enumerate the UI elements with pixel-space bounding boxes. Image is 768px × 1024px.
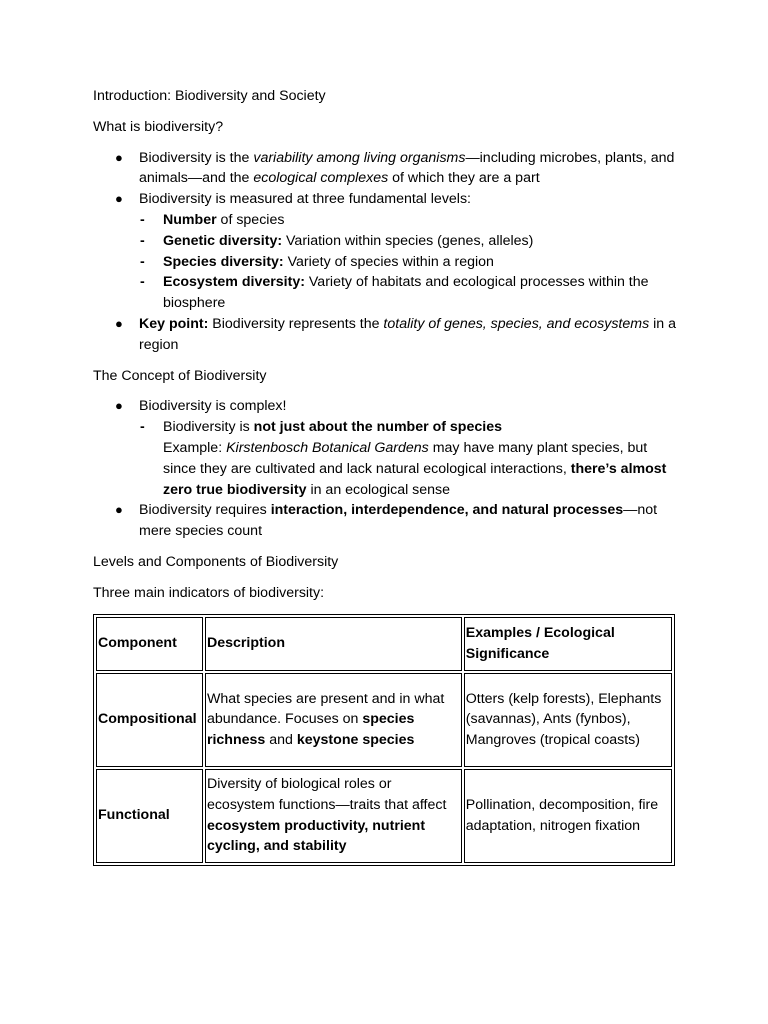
dash-icon: - bbox=[140, 419, 145, 436]
table-cell: What species are present and in what abundance. Focuses on species richness and keystone species bbox=[205, 673, 462, 767]
bullet-icon: ● bbox=[115, 191, 123, 207]
components-table bbox=[93, 614, 675, 866]
concept-bullet-list bbox=[93, 396, 683, 542]
table-row bbox=[96, 769, 672, 863]
table-cell: Compositional bbox=[96, 673, 203, 767]
bullet-icon: ● bbox=[115, 502, 123, 518]
levels-intro: Three main indicators of biodiversity: bbox=[93, 584, 325, 601]
table-cell: Diversity of biological roles or ecosystem functions—traits that affect ecosystem productivity, nutrient cycling, and stability bbox=[205, 769, 462, 863]
bullet-icon: ● bbox=[115, 398, 123, 414]
table-header-cell: Examples / Ecological Significance bbox=[464, 617, 672, 671]
dash-icon: - bbox=[140, 274, 145, 291]
bullet-icon: ● bbox=[115, 315, 123, 331]
list-item: ● Biodiversity is the variability among living organisms—including microbes, plants, and animals—and the ecological complexes of which they are a part bbox=[115, 149, 675, 187]
list-item: - Genetic diversity: Variation within species (genes, alleles) bbox=[139, 231, 683, 252]
table-cell: Otters (kelp forests), Elephants (savannas), Ants (fynbos), Mangroves (tropical coasts) bbox=[464, 673, 672, 767]
list-item: ● Key point: Biodiversity represents the totality of genes, species, and ecosystems in a region bbox=[115, 315, 677, 353]
list-item: - Species diversity: Variety of species within a region bbox=[139, 252, 683, 273]
table-header-cell: Component bbox=[96, 617, 203, 671]
question-heading: What is biodiversity? bbox=[93, 118, 224, 135]
intro-bullet-list bbox=[93, 148, 683, 356]
table-cell: Functional bbox=[96, 769, 203, 863]
concept-sublist bbox=[139, 417, 683, 500]
document-page bbox=[93, 86, 683, 866]
list-item: - Ecosystem diversity: Variety of habitats and ecological processes within the biosphere bbox=[140, 274, 649, 312]
table-row bbox=[96, 673, 672, 767]
dash-icon: - bbox=[140, 211, 145, 228]
section-heading-concept: The Concept of Biodiversity bbox=[93, 367, 267, 384]
levels-sublist bbox=[139, 210, 683, 314]
bullet-icon: ● bbox=[115, 149, 123, 165]
section-heading-levels: Levels and Components of Biodiversity bbox=[93, 553, 339, 570]
list-item: ● Biodiversity is measured at three fundamental levels: - Number of species - Genetic diversity: Variation within species (genes, alleles) - Species diversity: Variety of species within a region - Ecosystem diversity: Variety of habitats and ecological processes within the biosphere bbox=[93, 189, 683, 314]
table-header-row bbox=[96, 617, 672, 671]
table-header-cell: Description bbox=[205, 617, 462, 671]
list-item: - Biodiversity is not just about the number of species Example: Kirstenbosch Botanical Gardens may have many plant species, but since they are cultivated and lack natural ecological interactions, there’s almost zero true biodiversity in an ecological sense bbox=[140, 419, 667, 498]
section-heading-intro: Introduction: Biodiversity and Society bbox=[93, 88, 326, 104]
list-item: - Number of species bbox=[139, 210, 683, 231]
list-item: ● Biodiversity requires interaction, interdependence, and natural processes—not mere species count bbox=[115, 502, 658, 540]
dash-icon: - bbox=[140, 232, 145, 249]
list-item: ● Biodiversity is complex! - Biodiversity is not just about the number of species Example: Kirstenbosch Botanical Gardens may have many plant species, but since they are cultivated and lack natural ecological interactions, there’s almost zero true biodiversity in an ecological sense bbox=[93, 396, 683, 500]
table-cell: Pollination, decomposition, fire adaptation, nitrogen fixation bbox=[464, 769, 672, 863]
dash-icon: - bbox=[140, 253, 145, 270]
